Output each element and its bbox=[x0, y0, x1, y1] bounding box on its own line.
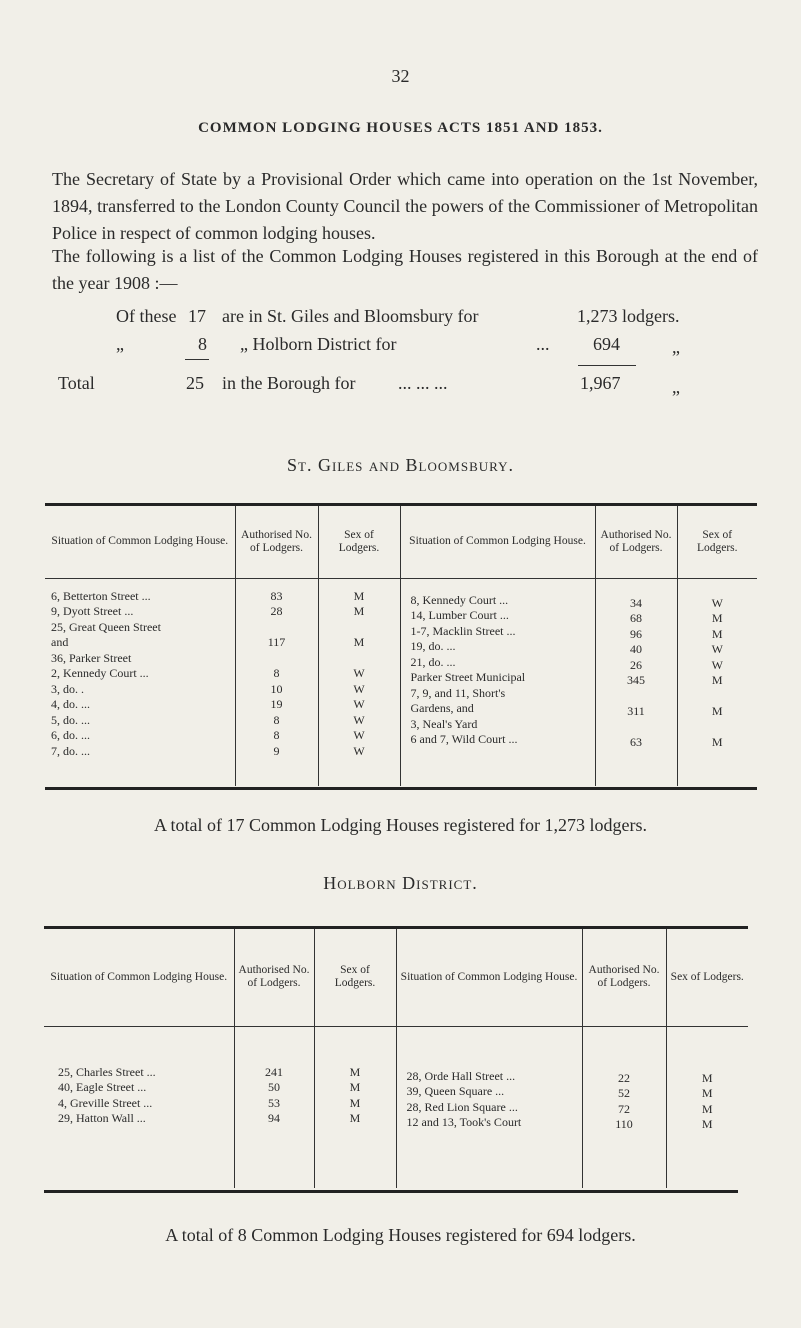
left-row-situation: 2, Kennedy Court ... bbox=[51, 666, 149, 680]
col-header-authorised: Authorised No. of Lodgers. bbox=[234, 929, 314, 1026]
col-header-authorised: Authorised No. of Lodgers. bbox=[235, 506, 318, 578]
left-row-authorised: 117 bbox=[267, 635, 286, 649]
summary-row1-count: 17 bbox=[188, 306, 206, 326]
right-row-sex: M bbox=[711, 673, 723, 687]
left-row-sex: M bbox=[349, 1111, 361, 1125]
right-sex-column bbox=[666, 1026, 748, 1188]
right-authorised-column bbox=[582, 1026, 666, 1188]
right-row-authorised: 345 bbox=[627, 673, 645, 687]
right-authorised-column bbox=[595, 578, 677, 786]
left-row-situation: 3, do. . bbox=[51, 681, 84, 696]
left-row-situation: 6, do. ... bbox=[51, 728, 90, 742]
left-situation-column bbox=[44, 1026, 234, 1188]
left-row-sex: M bbox=[349, 1095, 361, 1110]
summary-row3-text: in the Borough for bbox=[222, 373, 356, 393]
right-row-situation: 3, Neal's Yard bbox=[410, 716, 478, 731]
left-authorised-column bbox=[234, 1026, 314, 1188]
left-row-situation: 4, do. ... bbox=[51, 697, 90, 711]
left-row-authorised: 8 bbox=[273, 712, 280, 727]
left-row-sex: W bbox=[353, 712, 365, 727]
left-row-sex bbox=[319, 651, 400, 667]
right-row-sex: M bbox=[711, 735, 723, 749]
summary-row3-dots: ... ... ... bbox=[398, 373, 448, 393]
right-row-sex: W bbox=[711, 595, 723, 610]
right-row-situation: 8, Kennedy Court ... bbox=[410, 592, 509, 607]
section-title-st-giles: St. Giles and Bloomsbury. bbox=[287, 455, 514, 475]
left-row-sex: W bbox=[353, 728, 365, 742]
summary-row2-count: 8 bbox=[198, 334, 207, 354]
summary-row2-ditto: „ bbox=[672, 337, 680, 357]
right-row-authorised: 26 bbox=[630, 657, 642, 672]
summary-row2-text: „ Holborn District for bbox=[240, 334, 397, 354]
right-row-situation: 28, Red Lion Square ... bbox=[406, 1099, 518, 1114]
left-row-authorised: 94 bbox=[268, 1111, 280, 1125]
col-header-sex: Sex of Lodgers. bbox=[314, 929, 396, 1026]
col-header-sex: Sex of Lodgers. bbox=[318, 506, 400, 578]
col-header-authorised: Authorised No. of Lodgers. bbox=[582, 929, 666, 1026]
right-row-authorised: 52 bbox=[618, 1086, 630, 1100]
right-row-sex bbox=[678, 720, 758, 736]
left-row-situation: 5, do. ... bbox=[51, 712, 90, 727]
left-row-authorised: 9 bbox=[273, 743, 280, 758]
left-row-situation: 25, Charles Street ... bbox=[58, 1064, 156, 1079]
left-row-sex: M bbox=[353, 588, 365, 603]
col-header-sex: Sex of Lodgers. bbox=[666, 929, 748, 1026]
summary-row1-text: are in St. Giles and Bloomsbury for bbox=[222, 306, 479, 326]
summary-row2-dots: ... bbox=[536, 334, 550, 354]
right-row-situation: 39, Queen Square ... bbox=[406, 1084, 505, 1098]
left-row-sex: W bbox=[353, 743, 365, 758]
left-authorised-column bbox=[235, 578, 318, 786]
col-header-sex: Sex of Lodgers. bbox=[677, 506, 757, 578]
left-sex-column bbox=[318, 578, 400, 786]
right-row-situation: 12 and 13, Took's Court bbox=[406, 1115, 522, 1129]
col-header-authorised: Authorised No. of Lodgers. bbox=[595, 506, 677, 578]
right-row-authorised bbox=[596, 689, 677, 705]
left-sex-column bbox=[314, 1026, 396, 1188]
section-title-holborn: Holborn District. bbox=[323, 873, 478, 893]
right-row-sex: M bbox=[701, 1101, 713, 1116]
right-row-sex: M bbox=[711, 611, 723, 625]
left-row-authorised: 241 bbox=[265, 1064, 283, 1079]
right-row-authorised: 40 bbox=[630, 642, 642, 656]
right-sex-column bbox=[677, 578, 757, 786]
left-row-sex: M bbox=[349, 1080, 361, 1094]
left-row-situation: 29, Hatton Wall ... bbox=[58, 1111, 146, 1125]
right-row-sex: M bbox=[711, 626, 723, 641]
left-row-sex: W bbox=[353, 666, 365, 680]
summary-count-rule bbox=[185, 359, 209, 360]
right-row-authorised: 34 bbox=[630, 595, 642, 610]
summary-row1-prefix: Of these bbox=[116, 306, 177, 326]
right-row-situation: 6 and 7, Wild Court ... bbox=[410, 732, 518, 746]
right-row-sex: M bbox=[701, 1070, 713, 1085]
intro-paragraph: The Secretary of State by a Provisional Order which came into operation on the 1st November, 1894, transferred to the London County Council the powers of the Commissioner of Metropolitan Police in respect of common lodging houses. bbox=[52, 169, 758, 243]
left-row-authorised bbox=[236, 620, 318, 636]
left-row-authorised: 83 bbox=[270, 588, 283, 603]
right-row-situation: Gardens, and bbox=[410, 701, 474, 715]
summary-row2-prefix: „ bbox=[116, 334, 124, 354]
left-row-situation: 25, Great Queen Street bbox=[51, 619, 161, 634]
right-row-authorised: 110 bbox=[615, 1117, 633, 1131]
right-situation-column bbox=[400, 578, 595, 786]
left-row-sex: M bbox=[349, 1064, 361, 1079]
left-row-authorised: 8 bbox=[273, 666, 280, 680]
left-row-authorised: 19 bbox=[270, 697, 283, 711]
right-row-situation: 21, do. ... bbox=[410, 654, 456, 669]
col-header-situation: Situation of Common Lodging House. bbox=[45, 506, 235, 578]
right-row-situation: 14, Lumber Court ... bbox=[410, 608, 509, 622]
right-row-authorised: 63 bbox=[630, 735, 642, 749]
summary-row3-prefix: Total bbox=[58, 373, 95, 393]
left-row-authorised: 28 bbox=[270, 604, 283, 618]
right-row-authorised: 311 bbox=[627, 704, 645, 718]
left-row-authorised: 50 bbox=[268, 1080, 280, 1094]
left-row-sex: W bbox=[353, 681, 365, 696]
left-row-situation: 36, Parker Street bbox=[51, 650, 132, 665]
col-header-situation: Situation of Common Lodging House. bbox=[400, 506, 595, 578]
right-situation-column bbox=[396, 1026, 582, 1188]
right-row-authorised: 96 bbox=[630, 626, 642, 641]
right-row-authorised bbox=[596, 720, 677, 736]
table1-bottom-rule bbox=[45, 787, 757, 790]
right-row-sex: W bbox=[711, 642, 723, 656]
right-row-situation: 1-7, Macklin Street ... bbox=[410, 623, 516, 638]
right-row-authorised: 22 bbox=[618, 1070, 630, 1085]
left-row-situation: and bbox=[51, 635, 69, 649]
left-row-situation: 40, Eagle Street ... bbox=[58, 1080, 147, 1094]
holborn-table bbox=[44, 929, 748, 1188]
summary-lodgers-rule bbox=[578, 365, 636, 366]
right-row-authorised: 68 bbox=[630, 611, 642, 625]
col-header-situation: Situation of Common Lodging House. bbox=[44, 929, 234, 1026]
left-situation-column bbox=[45, 578, 235, 786]
col-header-situation: Situation of Common Lodging House. bbox=[396, 929, 582, 1026]
section1-total: A total of 17 Common Lodging Houses registered for 1,273 lodgers. bbox=[154, 815, 647, 835]
right-row-sex: M bbox=[701, 1117, 713, 1131]
summary-row1-lodgers: 1,273 lodgers. bbox=[577, 306, 680, 326]
left-row-situation: 6, Betterton Street ... bbox=[51, 588, 151, 603]
right-row-sex: W bbox=[711, 657, 723, 672]
right-row-sex bbox=[678, 689, 758, 705]
right-row-situation: Parker Street Municipal bbox=[410, 670, 526, 684]
left-row-authorised: 53 bbox=[268, 1095, 280, 1110]
left-row-sex: M bbox=[353, 635, 365, 649]
right-row-situation: 28, Orde Hall Street ... bbox=[406, 1068, 516, 1083]
st-giles-table bbox=[45, 506, 757, 786]
left-row-authorised: 10 bbox=[270, 681, 283, 696]
right-row-sex: M bbox=[701, 1086, 713, 1100]
list-paragraph: The following is a list of the Common Lodging Houses registered in this Borough at the end of the year 1908 :— bbox=[52, 246, 758, 293]
summary-row3-count: 25 bbox=[186, 373, 204, 393]
left-row-sex: M bbox=[353, 604, 365, 618]
section2-total: A total of 8 Common Lodging Houses registered for 694 lodgers. bbox=[165, 1225, 636, 1245]
right-row-situation: 19, do. ... bbox=[410, 639, 456, 653]
left-row-authorised: 8 bbox=[273, 728, 280, 742]
left-row-situation: 7, do. ... bbox=[51, 743, 90, 758]
page-heading: COMMON LODGING HOUSES ACTS 1851 AND 1853. bbox=[198, 120, 603, 136]
left-row-sex bbox=[319, 620, 400, 636]
right-row-authorised: 72 bbox=[618, 1101, 630, 1116]
left-row-authorised bbox=[236, 651, 318, 667]
summary-row3-ditto: „ bbox=[672, 377, 680, 397]
right-row-sex: M bbox=[711, 704, 723, 718]
table2-bottom-rule bbox=[44, 1190, 738, 1193]
right-row-situation: 7, 9, and 11, Short's bbox=[410, 685, 506, 700]
left-row-sex: W bbox=[353, 697, 365, 711]
summary-row3-lodgers: 1,967 bbox=[580, 373, 621, 393]
left-row-situation: 4, Greville Street ... bbox=[58, 1095, 153, 1110]
left-row-situation: 9, Dyott Street ... bbox=[51, 604, 134, 618]
summary-row2-lodgers: 694 bbox=[593, 334, 620, 354]
page-number: 32 bbox=[391, 66, 410, 86]
